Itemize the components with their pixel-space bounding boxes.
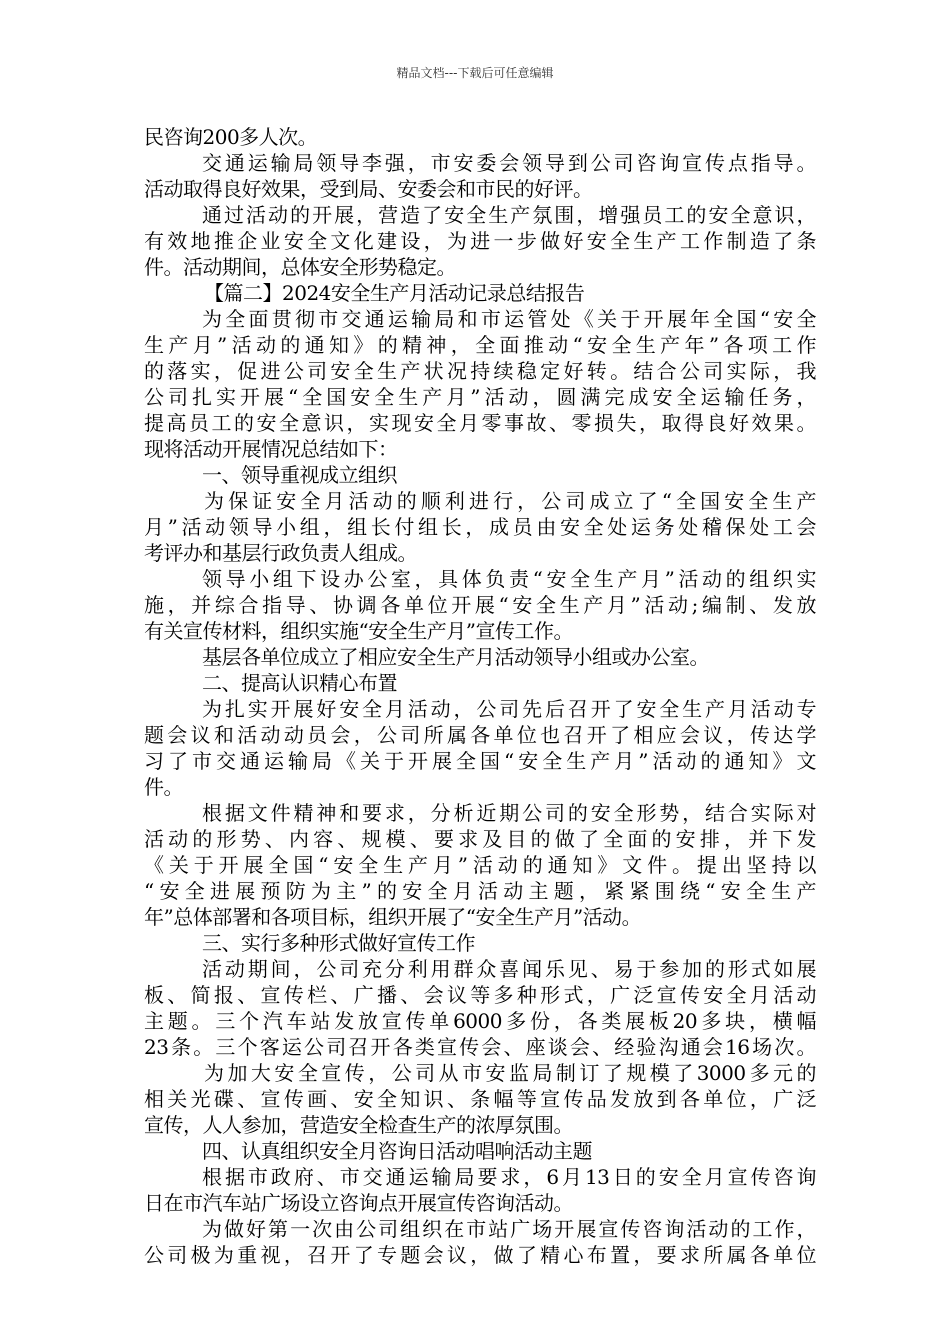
text-line: 主题。三个汽车站发放宣传单6000多份，各类展板20多块，横幅: [144, 1009, 816, 1033]
text-line: 四、认真组织安全月咨询日活动唱响活动主题: [202, 1139, 592, 1163]
text-line: 有效地推企业安全文化建设，为进一步做好安全生产工作制造了条: [144, 229, 816, 253]
text-line: 为全面贯彻市交通运输局和市运管处《关于开展年全国“安全: [202, 307, 816, 331]
text-line: 件。活动期间，总体安全形势稳定。: [144, 255, 456, 279]
text-line: 日在市汽车站广场设立咨询点开展宣传咨询活动。: [144, 1191, 573, 1215]
text-line: 现将活动开展情况总结如下：: [144, 437, 398, 461]
text-line: 交通运输局领导李强，市安委会领导到公司咨询宣传点指导。: [202, 151, 816, 175]
document-body: [144, 124, 816, 1268]
text-line: 二、提高认识精心布置: [202, 671, 397, 695]
text-line: 件。: [144, 775, 183, 799]
text-line: 活动期间，公司充分利用群众喜闻乐见、易于参加的形式如展: [202, 957, 816, 981]
text-line: 23条。三个客运公司召开各类宣传会、座谈会、经验沟通会16场次。: [144, 1035, 816, 1059]
text-line: 活动的形势、内容、规模、要求及目的做了全面的安排，并下发: [144, 827, 816, 851]
text-line: 为做好第一次由公司组织在市站广场开展宣传咨询活动的工作，: [202, 1217, 816, 1241]
text-line: 为保证安全月活动的顺利进行，公司成立了“全国安全生产: [204, 489, 816, 513]
text-line: 领导小组下设办公室，具体负责“安全生产月”活动的组织实: [202, 567, 816, 591]
text-line: 施，并综合指导、协调各单位开展“安全生产月”活动;编制、发放: [144, 593, 816, 617]
text-line: 提高员工的安全意识，实现安全月零事故、零损失，取得良好效果。: [144, 411, 816, 435]
text-line: 题会议和活动动员会，公司所属各单位也召开了相应会议，传达学: [144, 723, 816, 747]
text-line: 通过活动的开展，营造了安全生产氛围，增强员工的安全意识，: [202, 203, 816, 227]
text-line: 根据市政府、市交通运输局要求，6月13日的安全月宣传咨询: [202, 1165, 816, 1189]
text-line: 【篇二】2024安全生产月活动记录总结报告: [204, 281, 585, 305]
text-line: 年”总体部署和各项目标，组织开展了“安全生产月”活动。: [144, 905, 642, 929]
text-line: 有关宣传材料，组织实施“安全生产月”宣传工作。: [144, 619, 573, 643]
text-line: 《关于开展全国“安全生产月”活动的通知》文件。提出坚持以: [144, 853, 816, 877]
text-line: 生产月”活动的通知》的精神，全面推动“安全生产年”各项工作: [144, 333, 816, 357]
text-line: 板、简报、宣传栏、广播、会议等多种形式，广泛宣传安全月活动: [144, 983, 816, 1007]
text-line: 为扎实开展好安全月活动，公司先后召开了安全生产月活动专: [202, 697, 816, 721]
text-line: 三、实行多种形式做好宣传工作: [202, 931, 475, 955]
text-line: 根据文件精神和要求，分析近期公司的安全形势，结合实际对: [202, 801, 816, 825]
text-line: “安全进展预防为主”的安全月活动主题，紧紧围绕“安全生产: [144, 879, 816, 903]
text-line: 基层各单位成立了相应安全生产月活动领导小组或办公室。: [202, 645, 709, 669]
page-header: 精品文档---下载后可任意编辑: [396, 66, 554, 80]
text-line: 考评办和基层行政负责人组成。: [144, 541, 417, 565]
text-line: 为加大安全宣传，公司从市安监局制订了规模了3000多元的: [204, 1061, 816, 1085]
text-line: 相关光碟、宣传画、安全知识、条幅等宣传品发放到各单位，广泛: [144, 1087, 816, 1111]
text-line: 活动取得良好效果，受到局、安委会和市民的好评。: [144, 177, 593, 201]
text-line: 公司极为重视，召开了专题会议，做了精心布置，要求所属各单位: [144, 1243, 816, 1267]
text-line: 的落实，促进公司安全生产状况持续稳定好转。结合公司实际，我: [144, 359, 816, 383]
text-line: 公司扎实开展“全国安全生产月”活动，圆满完成安全运输任务，: [144, 385, 816, 409]
text-line: 一、领导重视成立组织: [202, 463, 397, 487]
text-line: 宣传，人人参加，营造安全检查生产的浓厚氛围。: [144, 1113, 573, 1137]
text-line: 民咨询200多人次。: [144, 125, 318, 149]
text-line: 习了市交通运输局《关于开展全国“安全生产月”活动的通知》文: [144, 749, 816, 773]
text-line: 月”活动领导小组，组长付组长，成员由安全处运务处稽保处工会: [144, 515, 816, 539]
